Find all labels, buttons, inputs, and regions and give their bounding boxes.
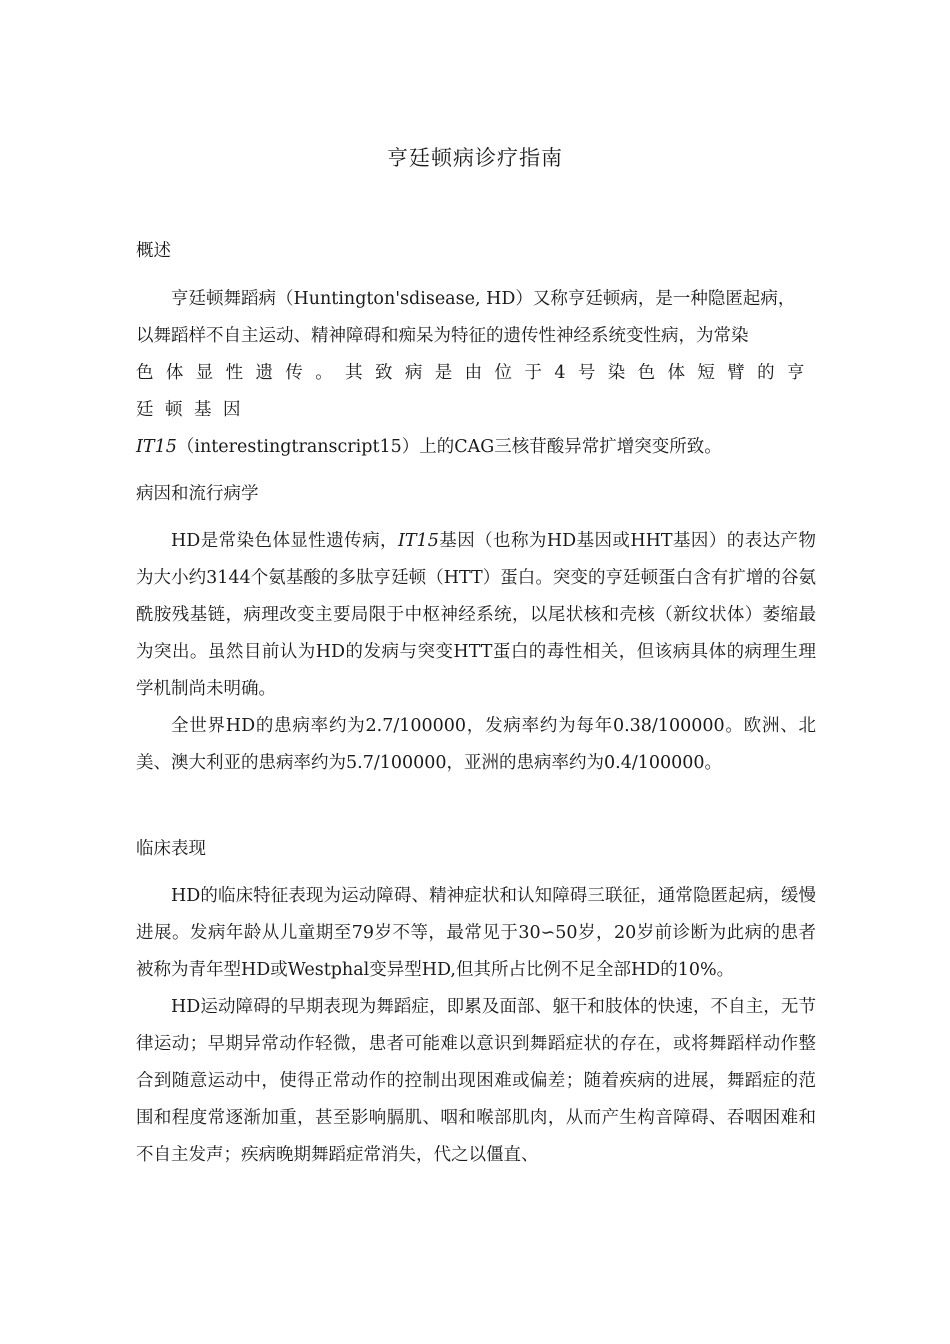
clinical-paragraph-2: HD运动障碍的早期表现为舞蹈症，即累及面部、躯干和肢体的快速，不自主，无节律运动；早期异常动作轻微，患者可能难以意识到舞蹈症状的存在，或将舞蹈样动作整合到随意运动中，使得正常动作的控制出现困难或偏差；随着疾病的进展，舞蹈症的范围和程度常逐渐加重，甚至影响膈肌、咽和喉部肌肉，从而产生构音障碍、吞咽困难和不自主发声；疾病晚期舞蹈症常消失，代之以僵直、 (136, 997, 816, 1165)
document-title: 亨廷顿病诊疗指南 (387, 146, 563, 170)
section-heading-overview: 概述 (136, 241, 171, 261)
overview-line-2: 以舞蹈样不自主运动、精神障碍和痴呆为特征的遗传性神经系统变性病，为常染 (136, 326, 749, 346)
gene-name-it15: IT15 (397, 531, 439, 551)
clinical-paragraphs (136, 878, 816, 1174)
overview-line-4-rest: （interestingtranscript15）上的CAG三核苷酸异常扩增突变所致。 (176, 437, 722, 457)
overview-line-3: 色体显性遗传。其致病是由位于4号染色体短臂的亨廷顿基因 (136, 363, 816, 420)
gene-name-it15: IT15 (136, 437, 177, 457)
clinical-paragraph-1: HD的临床特征表现为运动障碍、精神症状和认知障碍三联征，通常隐匿起病，缓慢进展。发病年龄从儿童期至79岁不等，最常见于30∽50岁，20岁前诊断为此病的患者被称为青年型HD或Westphal变异型HD,但其所占比例不足全部HD的10%。 (136, 886, 816, 980)
section-heading-clinical: 临床表现 (136, 839, 206, 859)
etiology-paragraph-2: 全世界HD的患病率约为2.7/100000，发病率约为每年0.38/100000。欧洲、北美、澳大利亚的患病率约为5.7/100000，亚洲的患病率约为0.4/100000。 (136, 716, 816, 773)
etiology-p1-part2: 基因（也称为HD基因或HHT基因）的表达产物为大小约3144个氨基酸的多肽亨廷顿（HTT）蛋白。突变的亨廷顿蛋白含有扩增的谷氨酰胺残基链，病理改变主要局限于中枢神经系统，以尾状核和壳核（新纹状体）萎缩最为突出。虽然目前认为HD的发病与突变HTT蛋白的毒性相关，但该病具体的病理生理学机制尚未明确。 (136, 531, 816, 699)
etiology-paragraph-1 (136, 523, 816, 708)
overview-paragraph (136, 281, 816, 466)
section-heading-etiology: 病因和流行病学 (136, 484, 259, 504)
overview-line-4 (136, 429, 816, 466)
etiology-paragraphs (136, 523, 816, 782)
overview-line-1: 亨廷顿舞蹈病（Huntington'sdisease, HD）又称亨廷顿病，是一种隐匿起病， (171, 289, 796, 309)
etiology-p1-part1: HD是常染色体显性遗传病， (171, 531, 398, 551)
